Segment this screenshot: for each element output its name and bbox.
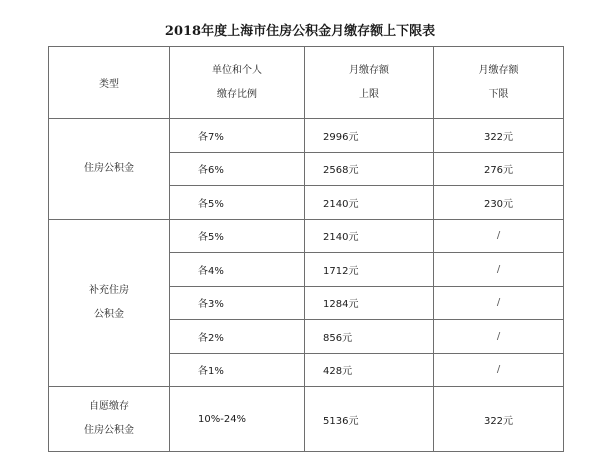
lower-cell: 322元: [434, 119, 564, 153]
upper-cell: 2996元: [305, 119, 434, 153]
header-lower-line1: 月缴存额: [478, 64, 519, 76]
ratio-cell: 各6%: [170, 152, 305, 186]
header-upper-line1: 月缴存额: [349, 64, 389, 76]
contribution-limits-table: [48, 46, 564, 452]
upper-cell: 2140元: [305, 219, 434, 253]
ratio-cell: 各5%: [170, 186, 305, 220]
header-ratio: [170, 47, 305, 119]
ratio-cell: 各2%: [170, 320, 305, 354]
lower-cell: /: [434, 219, 564, 253]
lower-cell: /: [434, 320, 564, 354]
header-upper-line2: 上限: [359, 88, 379, 100]
header-lower-line2: 下限: [488, 88, 509, 100]
header-ratio-line2: 缴存比例: [217, 88, 257, 100]
upper-cell: 5136元: [305, 387, 434, 452]
table-row: [49, 219, 564, 253]
upper-cell: 428元: [305, 353, 434, 387]
lower-cell: /: [434, 353, 564, 387]
upper-cell: 2140元: [305, 186, 434, 220]
table-row: [49, 387, 564, 452]
table-title: 2018年度上海市住房公积金月缴存额上下限表: [164, 24, 436, 39]
upper-cell: 1284元: [305, 286, 434, 320]
upper-cell: 2568元: [305, 152, 434, 186]
category-supplementary-line1: 补充住房: [89, 284, 129, 296]
upper-cell: 1712元: [305, 253, 434, 287]
category-housing-label: 住房公积金: [84, 163, 134, 175]
upper-cell: 856元: [305, 320, 434, 354]
ratio-cell: 各4%: [170, 253, 305, 287]
table-row: [49, 119, 564, 153]
lower-cell: 230元: [434, 186, 564, 220]
header-type-label: 类型: [99, 79, 119, 90]
header-type: [49, 47, 170, 119]
lower-cell: /: [434, 286, 564, 320]
lower-cell: /: [434, 253, 564, 287]
lower-cell: 322元: [434, 387, 564, 452]
category-housing: [49, 119, 170, 220]
category-voluntary-line1: 自愿缴存: [89, 401, 129, 412]
category-voluntary-line2: 住房公积金: [84, 425, 134, 436]
ratio-cell: 10%-24%: [170, 387, 305, 452]
category-voluntary: [49, 387, 170, 452]
ratio-cell: 各5%: [170, 219, 305, 253]
table-header-row: [49, 47, 564, 119]
header-upper: [305, 47, 434, 119]
ratio-cell: 各1%: [170, 353, 305, 387]
category-supplementary-line2: 公积金: [94, 308, 124, 320]
ratio-cell: 各7%: [170, 119, 305, 153]
header-ratio-line1: 单位和个人: [212, 64, 262, 76]
header-lower: [434, 47, 564, 119]
lower-cell: 276元: [434, 152, 564, 186]
ratio-cell: 各3%: [170, 286, 305, 320]
category-supplementary: [49, 219, 170, 387]
